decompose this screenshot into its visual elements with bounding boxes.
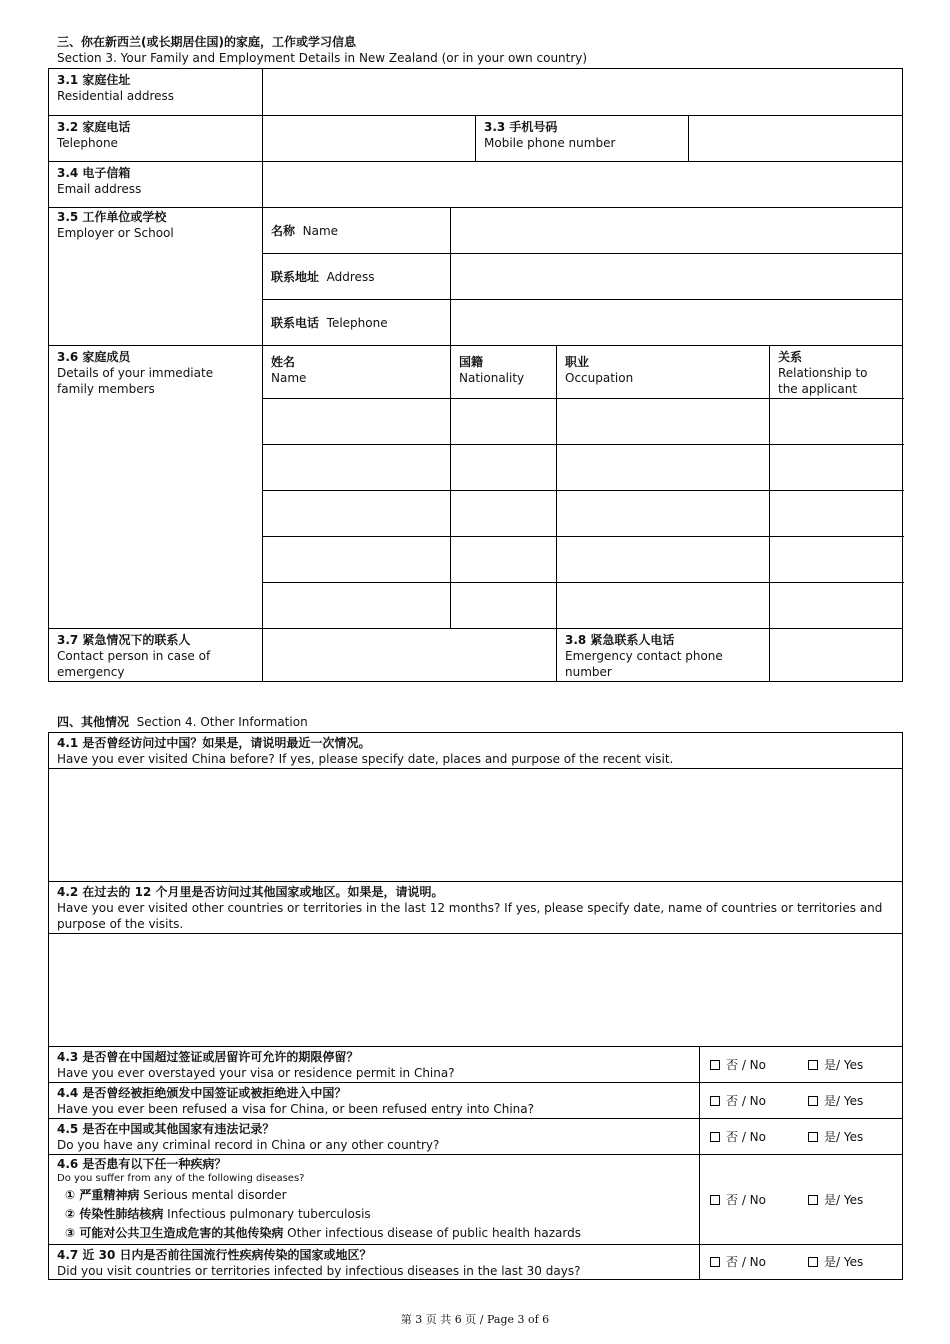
section3-title-zh: 三、你在新西兰(或长期居住国)的家庭，工作或学习信息 (57, 35, 356, 49)
section3-table (48, 68, 903, 682)
q43-options (700, 1047, 903, 1083)
emergency-phone-label: 3.8 紧急联系人电话 Emergency contact phone number (557, 629, 770, 682)
q41-question: 4.1 是否曾经访问过中国？如果是，请说明最近一次情况。 Have you ever visited China before? If yes, please specify date, places and purpose of the recent visit. (49, 733, 903, 769)
q47-yes-option[interactable]: 是/ Yes (808, 1255, 863, 1269)
family-name-cell[interactable] (263, 399, 451, 445)
employer-label: 3.5 工作单位或学校 Employer or School (49, 208, 263, 346)
q44-options (700, 1083, 903, 1119)
q46-item-1: ① 严重精神病 Serious mental disorder (65, 1188, 287, 1202)
q43-yes-option[interactable]: 是/ Yes (808, 1058, 863, 1072)
family-occupation-cell[interactable] (557, 399, 770, 445)
section3-title-en: Section 3. Your Family and Employment Details in New Zealand (or in your own country) (57, 51, 588, 65)
q47-options (700, 1245, 903, 1280)
family-name-cell[interactable] (263, 583, 451, 629)
family-name-cell[interactable] (263, 445, 451, 491)
checkbox-icon[interactable] (710, 1195, 720, 1205)
checkbox-icon[interactable] (808, 1132, 818, 1142)
employer-name-label: 名称 Name (263, 208, 451, 254)
family-occupation-cell[interactable] (557, 445, 770, 491)
family-occupation-cell[interactable] (557, 491, 770, 537)
family-relationship-cell[interactable] (770, 491, 903, 537)
family-nationality-cell[interactable] (451, 399, 557, 445)
section4-title-zh: 四、其他情况 (57, 715, 130, 729)
family-nationality-cell[interactable] (451, 445, 557, 491)
checkbox-icon[interactable] (710, 1060, 720, 1070)
section4-title-en: Section 4. Other Information (136, 715, 308, 729)
section4-table (48, 732, 903, 1280)
employer-address-field[interactable] (451, 254, 903, 300)
emergency-contact-field[interactable] (263, 629, 557, 682)
q46-options (700, 1155, 903, 1245)
family-label: 3.6 家庭成员 Details of your immediate family members (49, 346, 263, 629)
q45-no-option[interactable]: 否 / No (700, 1129, 808, 1145)
col-occupation-header: 职业 Occupation (557, 346, 770, 399)
q41-answer-field[interactable] (49, 769, 903, 882)
employer-name-field[interactable] (451, 208, 903, 254)
q42-answer-field[interactable] (49, 934, 903, 1047)
q44-yes-option[interactable]: 是/ Yes (808, 1094, 863, 1108)
section3-title (57, 34, 587, 66)
employer-telephone-label: 联系电话 Telephone (263, 300, 451, 346)
q47-question: 4.7 近 30 日内是否前往国流行性疾病传染的国家或地区？ Did you visit countries or territories infected by infectious diseases in the last 30 days? (49, 1245, 700, 1280)
checkbox-icon[interactable] (710, 1257, 720, 1267)
q45-yes-option[interactable]: 是/ Yes (808, 1130, 863, 1144)
family-name-cell[interactable] (263, 491, 451, 537)
q42-question: 4.2 在过去的 12 个月里是否访问过其他国家或地区。如果是，请说明。 Have you ever visited other countries or territories in the last 12 months? If yes, please specify date, name of countries or territories and purpose of the visits. (49, 882, 903, 934)
q44-question: 4.4 是否曾经被拒绝颁发中国签证或被拒绝进入中国？ Have you ever been refused a visa for China, or been refused entry into China? (49, 1083, 700, 1119)
emergency-contact-label: 3.7 紧急情况下的联系人 Contact person in case of emergency (49, 629, 263, 682)
family-relationship-cell[interactable] (770, 445, 903, 491)
q46-no-option[interactable]: 否 / No (700, 1192, 808, 1208)
family-relationship-cell[interactable] (770, 583, 903, 629)
checkbox-icon[interactable] (808, 1096, 818, 1106)
residential-label: 3.1 家庭住址 Residential address (49, 69, 263, 116)
family-relationship-cell[interactable] (770, 399, 903, 445)
col-relationship-header: 关系 Relationship to the applicant (770, 346, 903, 399)
employer-telephone-field[interactable] (451, 300, 903, 346)
family-relationship-cell[interactable] (770, 537, 903, 583)
q46-yes-option[interactable]: 是/ Yes (808, 1193, 863, 1207)
email-field[interactable] (263, 162, 903, 208)
checkbox-icon[interactable] (710, 1096, 720, 1106)
q45-question: 4.5 是否在中国或其他国家有违法记录？ Do you have any criminal record in China or any other country? (49, 1119, 700, 1155)
q46-item-2: ② 传染性肺结核病 Infectious pulmonary tuberculosis (65, 1207, 371, 1221)
q43-question: 4.3 是否曾在中国超过签证或居留许可允许的期限停留？ Have you ever overstayed your visa or residence permit in China? (49, 1047, 700, 1083)
checkbox-icon[interactable] (808, 1257, 818, 1267)
employer-address-label: 联系地址 Address (263, 254, 451, 300)
telephone-label: 3.2 家庭电话 Telephone (49, 116, 263, 162)
family-nationality-cell[interactable] (451, 537, 557, 583)
section4-title (57, 714, 308, 730)
residential-field[interactable] (263, 69, 903, 116)
family-name-cell[interactable] (263, 537, 451, 583)
checkbox-icon[interactable] (710, 1132, 720, 1142)
mobile-field[interactable] (689, 116, 903, 162)
checkbox-icon[interactable] (808, 1195, 818, 1205)
q46-question: 4.6 是否患有以下任一种疾病？ Do you suffer from any of the following diseases? ① 严重精神病 Serious mental disorder ② 传染性肺结核病 Infectious pulmonary tuberculosis ③ 可能对公共卫生造成危害的其他传染病 Other infectious disease of public health hazards (49, 1155, 700, 1245)
q43-no-option[interactable]: 否 / No (700, 1057, 808, 1073)
col-name-header: 姓名 Name (263, 346, 451, 399)
q45-options (700, 1119, 903, 1155)
email-label: 3.4 电子信箱 Email address (49, 162, 263, 208)
family-nationality-cell[interactable] (451, 583, 557, 629)
q44-no-option[interactable]: 否 / No (700, 1093, 808, 1109)
col-nationality-header: 国籍 Nationality (451, 346, 557, 399)
family-nationality-cell[interactable] (451, 491, 557, 537)
mobile-label: 3.3 手机号码 Mobile phone number (476, 116, 689, 162)
checkbox-icon[interactable] (808, 1060, 818, 1070)
q46-item-3: ③ 可能对公共卫生造成危害的其他传染病 Other infectious disease of public health hazards (65, 1226, 581, 1240)
family-occupation-cell[interactable] (557, 537, 770, 583)
family-occupation-cell[interactable] (557, 583, 770, 629)
emergency-phone-field[interactable] (770, 629, 903, 682)
telephone-field[interactable] (263, 116, 476, 162)
q47-no-option[interactable]: 否 / No (700, 1254, 808, 1270)
page-footer: 第 3 页 共 6 页 / Page 3 of 6 (400, 1313, 550, 1326)
